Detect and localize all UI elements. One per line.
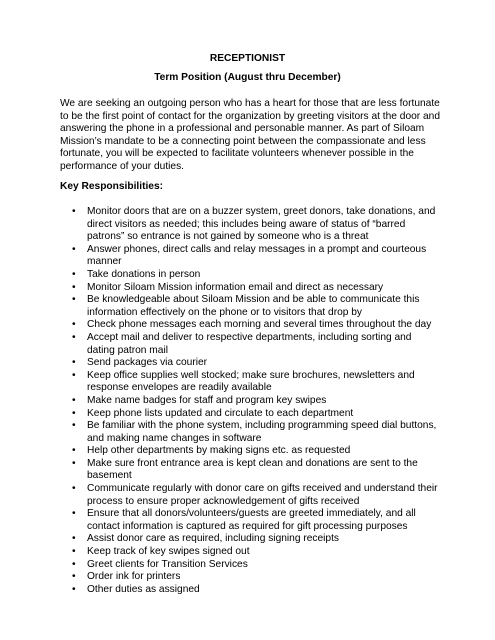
- responsibility-text: Monitor Siloam Mission information email and direct as necessary: [87, 281, 384, 293]
- responsibility-item: [60, 420, 440, 445]
- bullet-icon: •: [72, 319, 76, 331]
- responsibility-item: [60, 584, 440, 597]
- responsibility-item: [60, 319, 440, 332]
- bullet-icon: •: [72, 583, 76, 595]
- responsibility-text: Monitor doors that are on a buzzer system, greet donors, take donations, and direct visitors as needed; this includes being aware of status of “barred patrons” so entrance is not gained by someone who is a threat: [87, 206, 436, 243]
- responsibility-text: Keep office supplies well stocked; make sure brochures, newsletters and response envelopes are readily available: [87, 369, 415, 394]
- responsibility-text: Be knowledgeable about Siloam Mission and be able to communicate this information effectively on the phone or to visitors that drop by: [87, 294, 420, 318]
- responsibility-item: [60, 458, 440, 483]
- responsibility-text: Send packages via courier: [87, 357, 208, 369]
- responsibility-text: Help other departments by making signs etc. as requested: [87, 445, 351, 457]
- responsibility-text: Communicate regularly with donor care on gifts received and understand their process to ensure proper acknowledgement of gifts received: [87, 483, 438, 507]
- responsibility-item: [60, 332, 440, 357]
- responsibility-item: [60, 445, 440, 458]
- intro-paragraph: We are seeking an outgoing person who has a heart for those that are less fortunate to be the first point of contact for the organization by greeting visitors at the door and answering the phone in a professional and personable manner. As part of Siloam Mission’s mandate to be a connecting point between the compassionate and less fortunate, you will be expected to facilitate volunteers whenever possible in the performance of your duties.: [60, 98, 440, 172]
- bullet-icon: •: [72, 420, 76, 432]
- responsibility-text: Check phone messages each morning and several times throughout the day: [87, 319, 432, 331]
- responsibility-text: Ensure that all donors/volunteers/guests are greeted immediately, and all contact information is captured as required for gift processing purposes: [87, 508, 416, 532]
- bullet-icon: •: [72, 483, 76, 495]
- bullet-icon: •: [72, 571, 76, 583]
- responsibility-item: [60, 408, 440, 421]
- job-subtitle: Term Position (August thru December): [154, 72, 341, 83]
- responsibilities-list: [60, 206, 440, 596]
- bullet-icon: •: [72, 394, 76, 406]
- responsibility-item: [60, 559, 440, 572]
- responsibility-item: [60, 244, 440, 269]
- responsibility-item: [60, 269, 440, 282]
- responsibility-item: [60, 294, 440, 319]
- responsibility-item: [60, 508, 440, 533]
- bullet-icon: •: [72, 294, 76, 306]
- responsibility-text: Keep phone lists updated and circulate to each department: [87, 407, 354, 419]
- section-heading: Key Responsibilities:: [60, 181, 164, 192]
- responsibility-text: Order ink for printers: [87, 571, 181, 583]
- job-title: RECEPTIONIST: [209, 53, 286, 64]
- responsibility-text: Take donations in person: [87, 268, 201, 280]
- responsibility-item: [60, 533, 440, 546]
- responsibility-text: Answer phones, direct calls and relay messages in a prompt and courteous manner: [87, 243, 427, 268]
- bullet-icon: •: [72, 268, 76, 280]
- bullet-icon: •: [72, 558, 76, 570]
- bullet-icon: •: [72, 206, 76, 217]
- responsibility-text: Accept mail and deliver to respective departments, including sorting and dating patron mail: [87, 331, 412, 356]
- bullet-icon: •: [72, 508, 76, 520]
- responsibility-item: [60, 395, 440, 408]
- bullet-icon: •: [72, 533, 76, 545]
- responsibility-item: [60, 206, 440, 244]
- bullet-icon: •: [72, 331, 76, 343]
- responsibility-item: [60, 282, 440, 295]
- responsibility-item: [60, 357, 440, 370]
- responsibility-item: [60, 546, 440, 559]
- bullet-icon: •: [72, 243, 76, 255]
- bullet-icon: •: [72, 281, 76, 293]
- responsibility-text: Assist donor care as required, including signing receipts: [87, 533, 339, 545]
- responsibility-item: [60, 571, 440, 584]
- responsibility-text: Greet clients for Transition Services: [87, 558, 248, 570]
- responsibility-item: [60, 483, 440, 508]
- bullet-icon: •: [72, 369, 76, 381]
- responsibility-text: Other duties as assigned: [87, 583, 200, 595]
- bullet-icon: •: [72, 357, 76, 369]
- responsibility-text: Make sure front entrance area is kept clean and donations are sent to the basement: [87, 457, 418, 482]
- responsibility-item: [60, 370, 440, 395]
- bullet-icon: •: [72, 457, 76, 469]
- bullet-icon: •: [72, 407, 76, 419]
- responsibility-text: Keep track of key swipes signed out: [87, 546, 250, 558]
- bullet-icon: •: [72, 445, 76, 457]
- responsibility-text: Be familiar with the phone system, including programming speed dial buttons, and making name changes in software: [87, 420, 437, 444]
- bullet-icon: •: [72, 546, 76, 558]
- responsibility-text: Make name badges for staff and program key swipes: [87, 394, 327, 406]
